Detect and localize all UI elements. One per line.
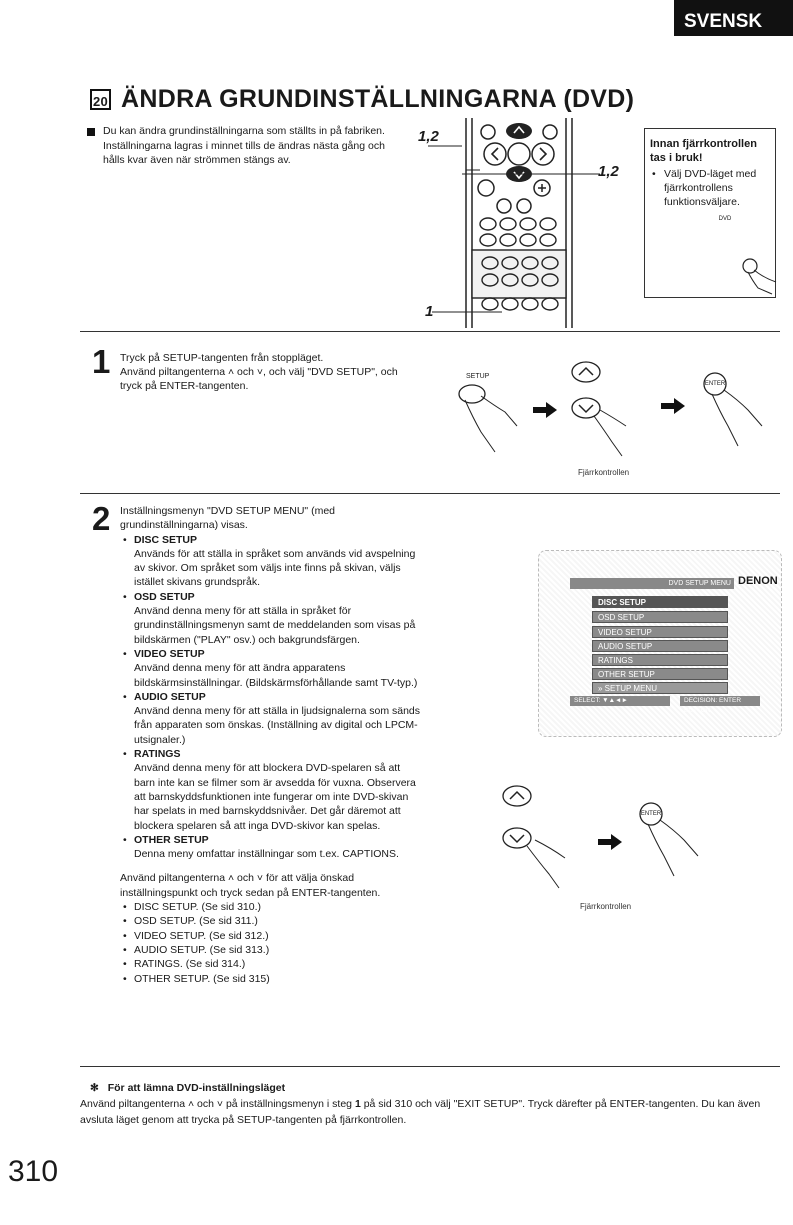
page-reference: • OTHER SETUP. (Se sid 315): [120, 972, 420, 986]
menu-option-ratings: [120, 747, 420, 833]
arrow-right-icon-3: [598, 834, 622, 850]
intro-bullet: [87, 128, 95, 136]
arrow-right-icon-2: [661, 398, 685, 414]
enter-button-label-1: ENTER: [704, 381, 726, 387]
step-2-number: 2: [92, 500, 111, 537]
step-2-after-text: Använd piltangenterna ˄ och ˅ för att välja önskad inställningspunkt och tryck sedan på ENTER-tangenten.: [120, 872, 381, 899]
step-1-number: 1: [92, 343, 111, 380]
option-heading: • AUDIO SETUP: [134, 690, 206, 703]
screen-menu-item-audio-setup: AUDIO SETUP: [592, 640, 728, 652]
note-text-a: Använd piltangenterna ˄ och ˅ på inställningsmenyn i steg: [80, 1098, 355, 1110]
step-1-line-1: Tryck på SETUP-tangenten från stoppläget.: [120, 352, 324, 364]
setup-button-label: SETUP: [466, 373, 490, 380]
option-description: Används för att ställa in språket som används vid avspelning av skivor. Om språket som väljs inte finns på skivan, väljs istället skivans grundspråk.: [134, 547, 416, 589]
callout-label-right: 1,2: [598, 163, 619, 180]
section-divider-1: [80, 331, 780, 332]
section-number: 20: [90, 89, 111, 110]
screen-menu-title: DVD SETUP MENU: [570, 578, 734, 589]
option-description: Använd denna meny för att ställa in språket för grundinställningsmenyn samt de meddelanden som visas på bildskärmen ("PLAY" osv.) och bakgrundsfärgen.: [134, 605, 416, 646]
section-divider-2: [80, 493, 780, 494]
menu-option-audio-setup: [120, 690, 420, 747]
option-heading: • OTHER SETUP: [134, 833, 209, 846]
callout-label-bottom: 1: [425, 303, 434, 320]
page-title: [90, 85, 634, 114]
page-reference: • OSD SETUP. (Se sid 311.): [120, 914, 420, 928]
intro-text: [103, 124, 393, 168]
note-text: [80, 1096, 780, 1128]
page-reference: • DISC SETUP. (Se sid 310.): [120, 900, 420, 914]
option-heading: • RATINGS: [134, 748, 181, 761]
section-divider-3: [80, 1066, 780, 1067]
language-tab: SVENSK: [674, 0, 793, 36]
screen-menu-item-disc-setup: DISC SETUP: [592, 596, 728, 608]
menu-option-other-setup: [120, 833, 420, 862]
screen-menu-item-video-setup: VIDEO SETUP: [592, 626, 728, 638]
step-2-intro: Inställningsmenyn "DVD SETUP MENU" (med grundinställningarna) visas.: [120, 505, 335, 532]
step-2-caption: Fjärrkontrollen: [580, 902, 632, 911]
step-1-caption: Fjärrkontrollen: [578, 468, 630, 477]
step-1-line-2: Använd piltangenterna ˄ och ˅, och välj "DVD SETUP", och tryck på ENTER-tangenten.: [120, 366, 398, 392]
note-heading: För att lämna DVD-inställningsläget: [107, 1082, 286, 1094]
option-description: Använd denna meny för att ändra apparatens bildskärmsinställningar. (Bildskärmsförhållande samt TV-typ.): [134, 662, 418, 689]
option-heading: • OSD SETUP: [134, 590, 195, 603]
page-reference-list: [120, 900, 420, 986]
exit-setup-note: [80, 1080, 780, 1128]
screen-select-hint: SELECT: ▼▲◄►: [570, 696, 670, 706]
info-box-bullet: • Välj DVD-läget med fjärrkontrollens funktionsväljare.: [650, 167, 770, 209]
screen-menu-item-other-setup: OTHER SETUP: [592, 668, 728, 680]
asterisk-icon: ✻: [90, 1082, 99, 1094]
option-description: Använd denna meny för att blockera DVD-spelaren så att barn inte kan se filmer som är avsedda för vuxna. Observera att barnskyddsfunktionen inte fungerar om inte DVD-skivan har spelats in med barnskyddsnivåer. Det går däremot att blockera spelaren så att inga DVD-skivor kan spelas.: [134, 762, 416, 832]
screen-menu-item-ratings: RATINGS: [592, 654, 728, 666]
intro-line-2: Inställningarna lagras i minnet tills de ändras nästa gång och hålls kvar även när strömmen stängs av.: [103, 139, 385, 166]
arrow-right-icon: [533, 402, 557, 418]
dvd-button-label: DVD: [718, 216, 732, 222]
option-description: Använd denna meny för att ställa in ljudsignalerna som sänds från apparaten som önskas. (Inställning av digital och LPCM-utsignaler.): [134, 705, 421, 746]
option-description: Denna meny omfattar inställningar som t.ex. CAPTIONS.: [134, 848, 399, 861]
page-reference: • VIDEO SETUP. (Se sid 312.): [120, 929, 420, 943]
up-down-arrow-hand-icon-2: [497, 782, 587, 892]
step-1-text: [120, 351, 420, 393]
intro-line-1: Du kan ändra grundinställningarna som ställts in på fabriken.: [103, 125, 385, 137]
up-down-arrow-hand-icon: [566, 360, 646, 460]
page-reference: • RATINGS. (Se sid 314.): [120, 957, 420, 971]
menu-option-osd-setup: [120, 590, 420, 647]
callout-label-top: 1,2: [418, 128, 439, 145]
option-heading: • VIDEO SETUP: [134, 647, 205, 660]
screen-menu-item-exit: » SETUP MENU: [592, 682, 728, 694]
note-heading-row: [80, 1080, 780, 1096]
step-2-text: [120, 504, 420, 986]
page-reference: • AUDIO SETUP. (Se sid 313.): [120, 943, 420, 957]
note-text-b: på sid 310 och välj "EXIT SETUP". Tryck därefter på ENTER-tangenten. Du kan även avsluta läget genom att trycka på SETUP-tangenten på fjärrkontrollen.: [80, 1098, 761, 1126]
page-number: 310: [8, 1155, 59, 1188]
setup-button-hand-icon: [455, 382, 525, 462]
menu-option-disc-setup: [120, 533, 420, 590]
screen-menu-item-osd-setup: OSD SETUP: [592, 611, 728, 623]
hand-pressing-dvd-icon: [740, 258, 780, 298]
note-step-number: 1: [354, 1098, 361, 1110]
enter-button-label-2: ENTER: [640, 811, 662, 817]
remote-illustration: [420, 118, 620, 328]
title-text: ÄNDRA GRUNDINSTÄLLNINGARNA (DVD): [121, 85, 635, 113]
menu-option-video-setup: [120, 647, 420, 690]
brand-logo: DENON: [738, 575, 778, 587]
info-box-heading: Innan fjärrkontrollen tas i bruk!: [650, 138, 757, 164]
option-heading: • DISC SETUP: [134, 533, 198, 546]
screen-decision-hint: DECISION: ENTER BUTTON: [680, 696, 760, 706]
